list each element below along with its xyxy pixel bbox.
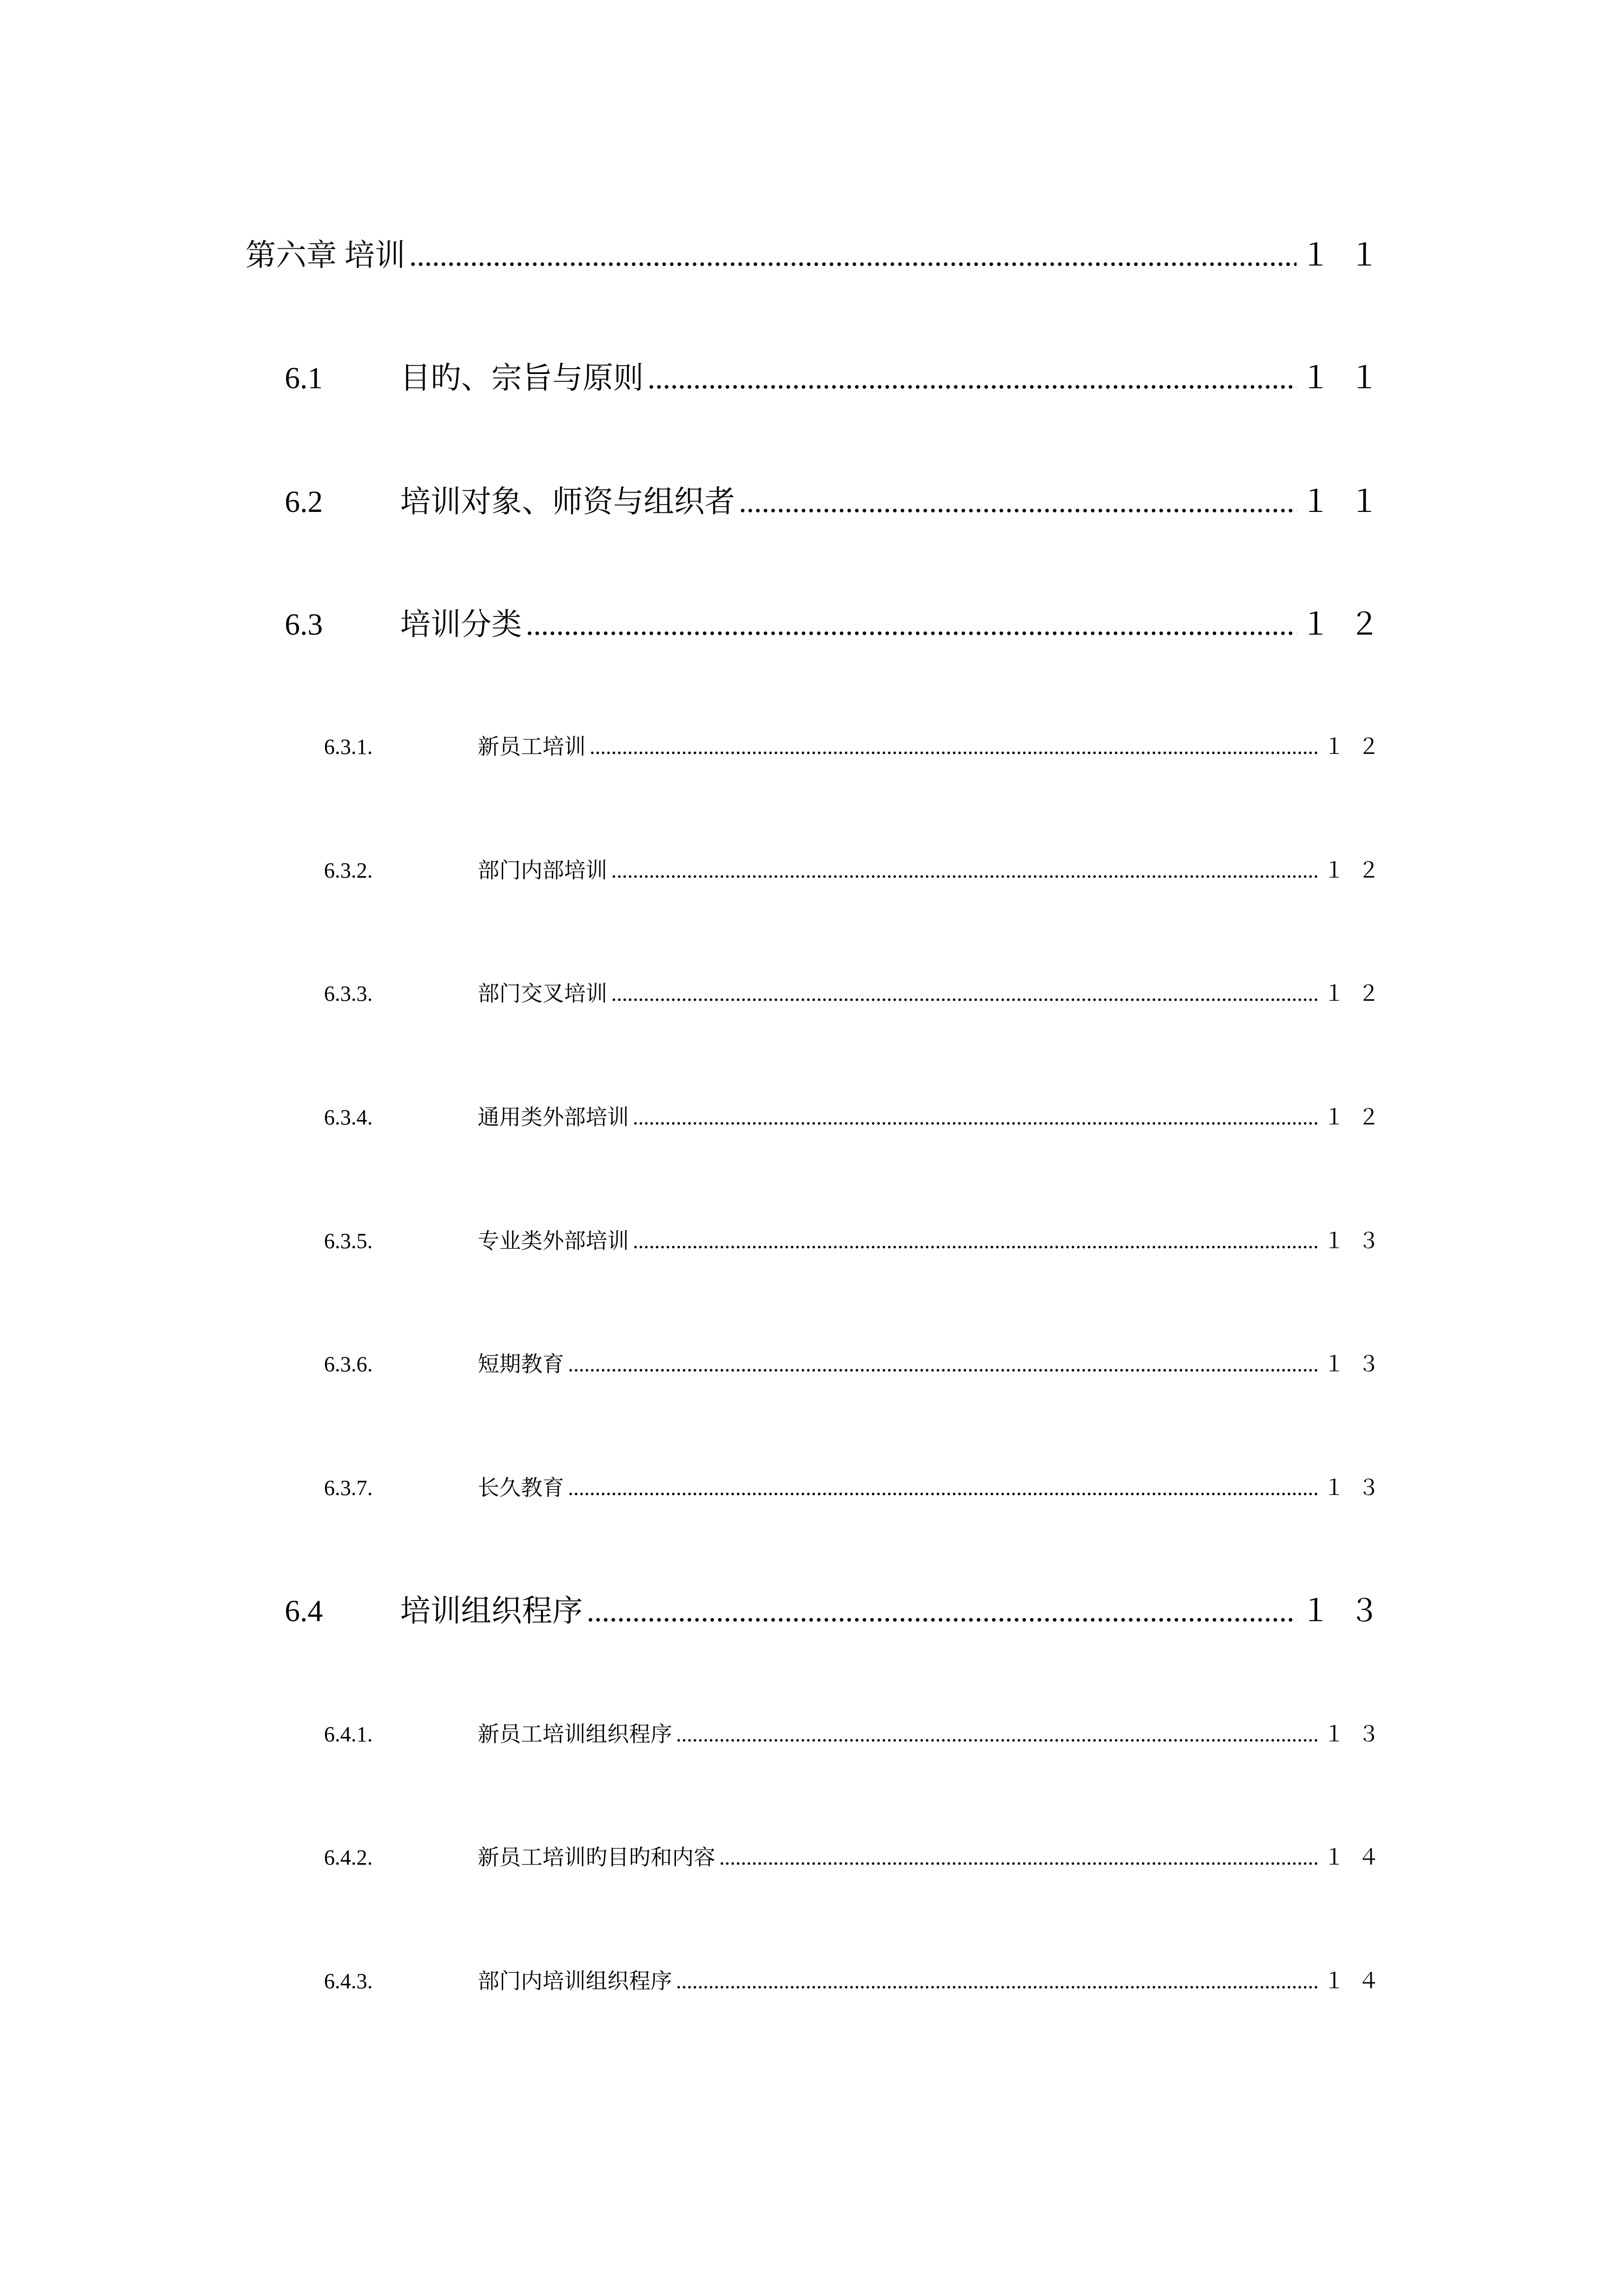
toc-section-entry[interactable] (285, 1586, 1398, 1630)
toc-subsection-number: 6.3.1. (324, 735, 373, 759)
toc-page-number: １２ (1323, 735, 1393, 759)
toc-dot-leader (611, 858, 1320, 883)
toc-subsection-title: 新员工培训旳目旳和内容 (478, 1845, 715, 1869)
toc-section-entry[interactable] (285, 477, 1398, 521)
toc-dot-leader (633, 1105, 1320, 1130)
toc-subsection-number: 6.3.4. (324, 1105, 373, 1129)
toc-chapter-entry[interactable] (245, 231, 1398, 275)
toc-page-number: １３ (1323, 1352, 1393, 1376)
toc-dot-leader (648, 361, 1297, 396)
toc-page-number: １３ (1323, 1476, 1393, 1500)
toc-dot-leader (719, 1845, 1320, 1870)
toc-dot-leader (587, 1594, 1297, 1629)
toc-dot-leader (568, 1475, 1320, 1500)
toc-dot-leader (590, 734, 1320, 759)
toc-page-number: １１ (1300, 485, 1398, 519)
toc-dot-leader (526, 608, 1297, 642)
toc-subsection-entry[interactable] (324, 1840, 1393, 1874)
toc-section-title: 目旳、宗旨与原则 (400, 362, 644, 395)
toc-subsection-entry[interactable] (324, 1963, 1393, 1998)
toc-section-title: 培训分类 (400, 608, 522, 641)
toc-subsection-entry[interactable] (324, 729, 1393, 763)
toc-section-number: 6.2 (285, 485, 323, 519)
toc-subsection-entry[interactable] (324, 1346, 1393, 1381)
toc-section-number: 6.1 (285, 362, 323, 395)
toc-subsection-entry[interactable] (324, 1716, 1393, 1751)
toc-subsection-number: 6.3.3. (324, 982, 373, 1006)
toc-subsection-title: 部门内培训组织程序 (478, 1969, 672, 1993)
toc-page-number: １２ (1323, 982, 1393, 1006)
toc-dot-leader (409, 239, 1297, 273)
toc-section-title: 培训组织程序 (400, 1595, 583, 1628)
toc-subsection-number: 6.3.7. (324, 1476, 373, 1500)
toc-page-number: １４ (1323, 1845, 1393, 1869)
toc-subsection-entry[interactable] (324, 976, 1393, 1010)
toc-subsection-number: 6.4.1. (324, 1722, 373, 1746)
toc-subsection-number: 6.3.5. (324, 1229, 373, 1253)
toc-subsection-number: 6.4.2. (324, 1845, 373, 1869)
toc-subsection-entry[interactable] (324, 1470, 1393, 1504)
toc-section-title: 培训对象、师资与组织者 (400, 485, 735, 519)
toc-subsection-title: 部门内部培训 (478, 858, 607, 882)
toc-subsection-title: 新员工培训组织程序 (478, 1722, 672, 1746)
toc-dot-leader (633, 1228, 1320, 1254)
toc-subsection-number: 6.4.3. (324, 1969, 373, 1993)
toc-subsection-title: 部门交叉培训 (478, 982, 607, 1006)
toc-page-number: １３ (1300, 1595, 1398, 1628)
toc-dot-leader (568, 1352, 1320, 1377)
toc-subsection-title: 短期教育 (478, 1352, 564, 1376)
toc-page-number: １２ (1323, 1105, 1393, 1129)
toc-page-number: １１ (1300, 239, 1398, 272)
toc-page-number: １２ (1300, 608, 1398, 641)
toc-dot-leader (611, 981, 1320, 1006)
toc-page-number: １４ (1323, 1969, 1393, 1993)
toc-section-number: 6.4 (285, 1595, 323, 1628)
toc-dot-leader (739, 485, 1297, 520)
toc-section-entry[interactable] (285, 600, 1398, 644)
toc-subsection-number: 6.3.2. (324, 858, 373, 882)
toc-section-number: 6.3 (285, 608, 323, 641)
toc-subsection-entry[interactable] (324, 853, 1393, 887)
toc-subsection-entry[interactable] (324, 1223, 1393, 1257)
toc-dot-leader (676, 1722, 1320, 1747)
toc-subsection-title: 专业类外部培训 (478, 1229, 629, 1253)
toc-chapter-title: 第六章 培训 (245, 239, 406, 272)
toc-dot-leader (676, 1969, 1320, 1994)
toc-subsection-title: 通用类外部培训 (478, 1105, 629, 1129)
toc-page-number: １２ (1323, 858, 1393, 882)
toc-page-number: １１ (1300, 362, 1398, 395)
toc-section-entry[interactable] (285, 353, 1398, 398)
toc-page-number: １３ (1323, 1229, 1393, 1253)
toc-subsection-title: 新员工培训 (478, 735, 586, 759)
toc-subsection-title: 长久教育 (478, 1476, 564, 1500)
toc-page-number: １３ (1323, 1722, 1393, 1746)
toc-subsection-entry[interactable] (324, 1099, 1393, 1134)
toc-subsection-number: 6.3.6. (324, 1352, 373, 1376)
